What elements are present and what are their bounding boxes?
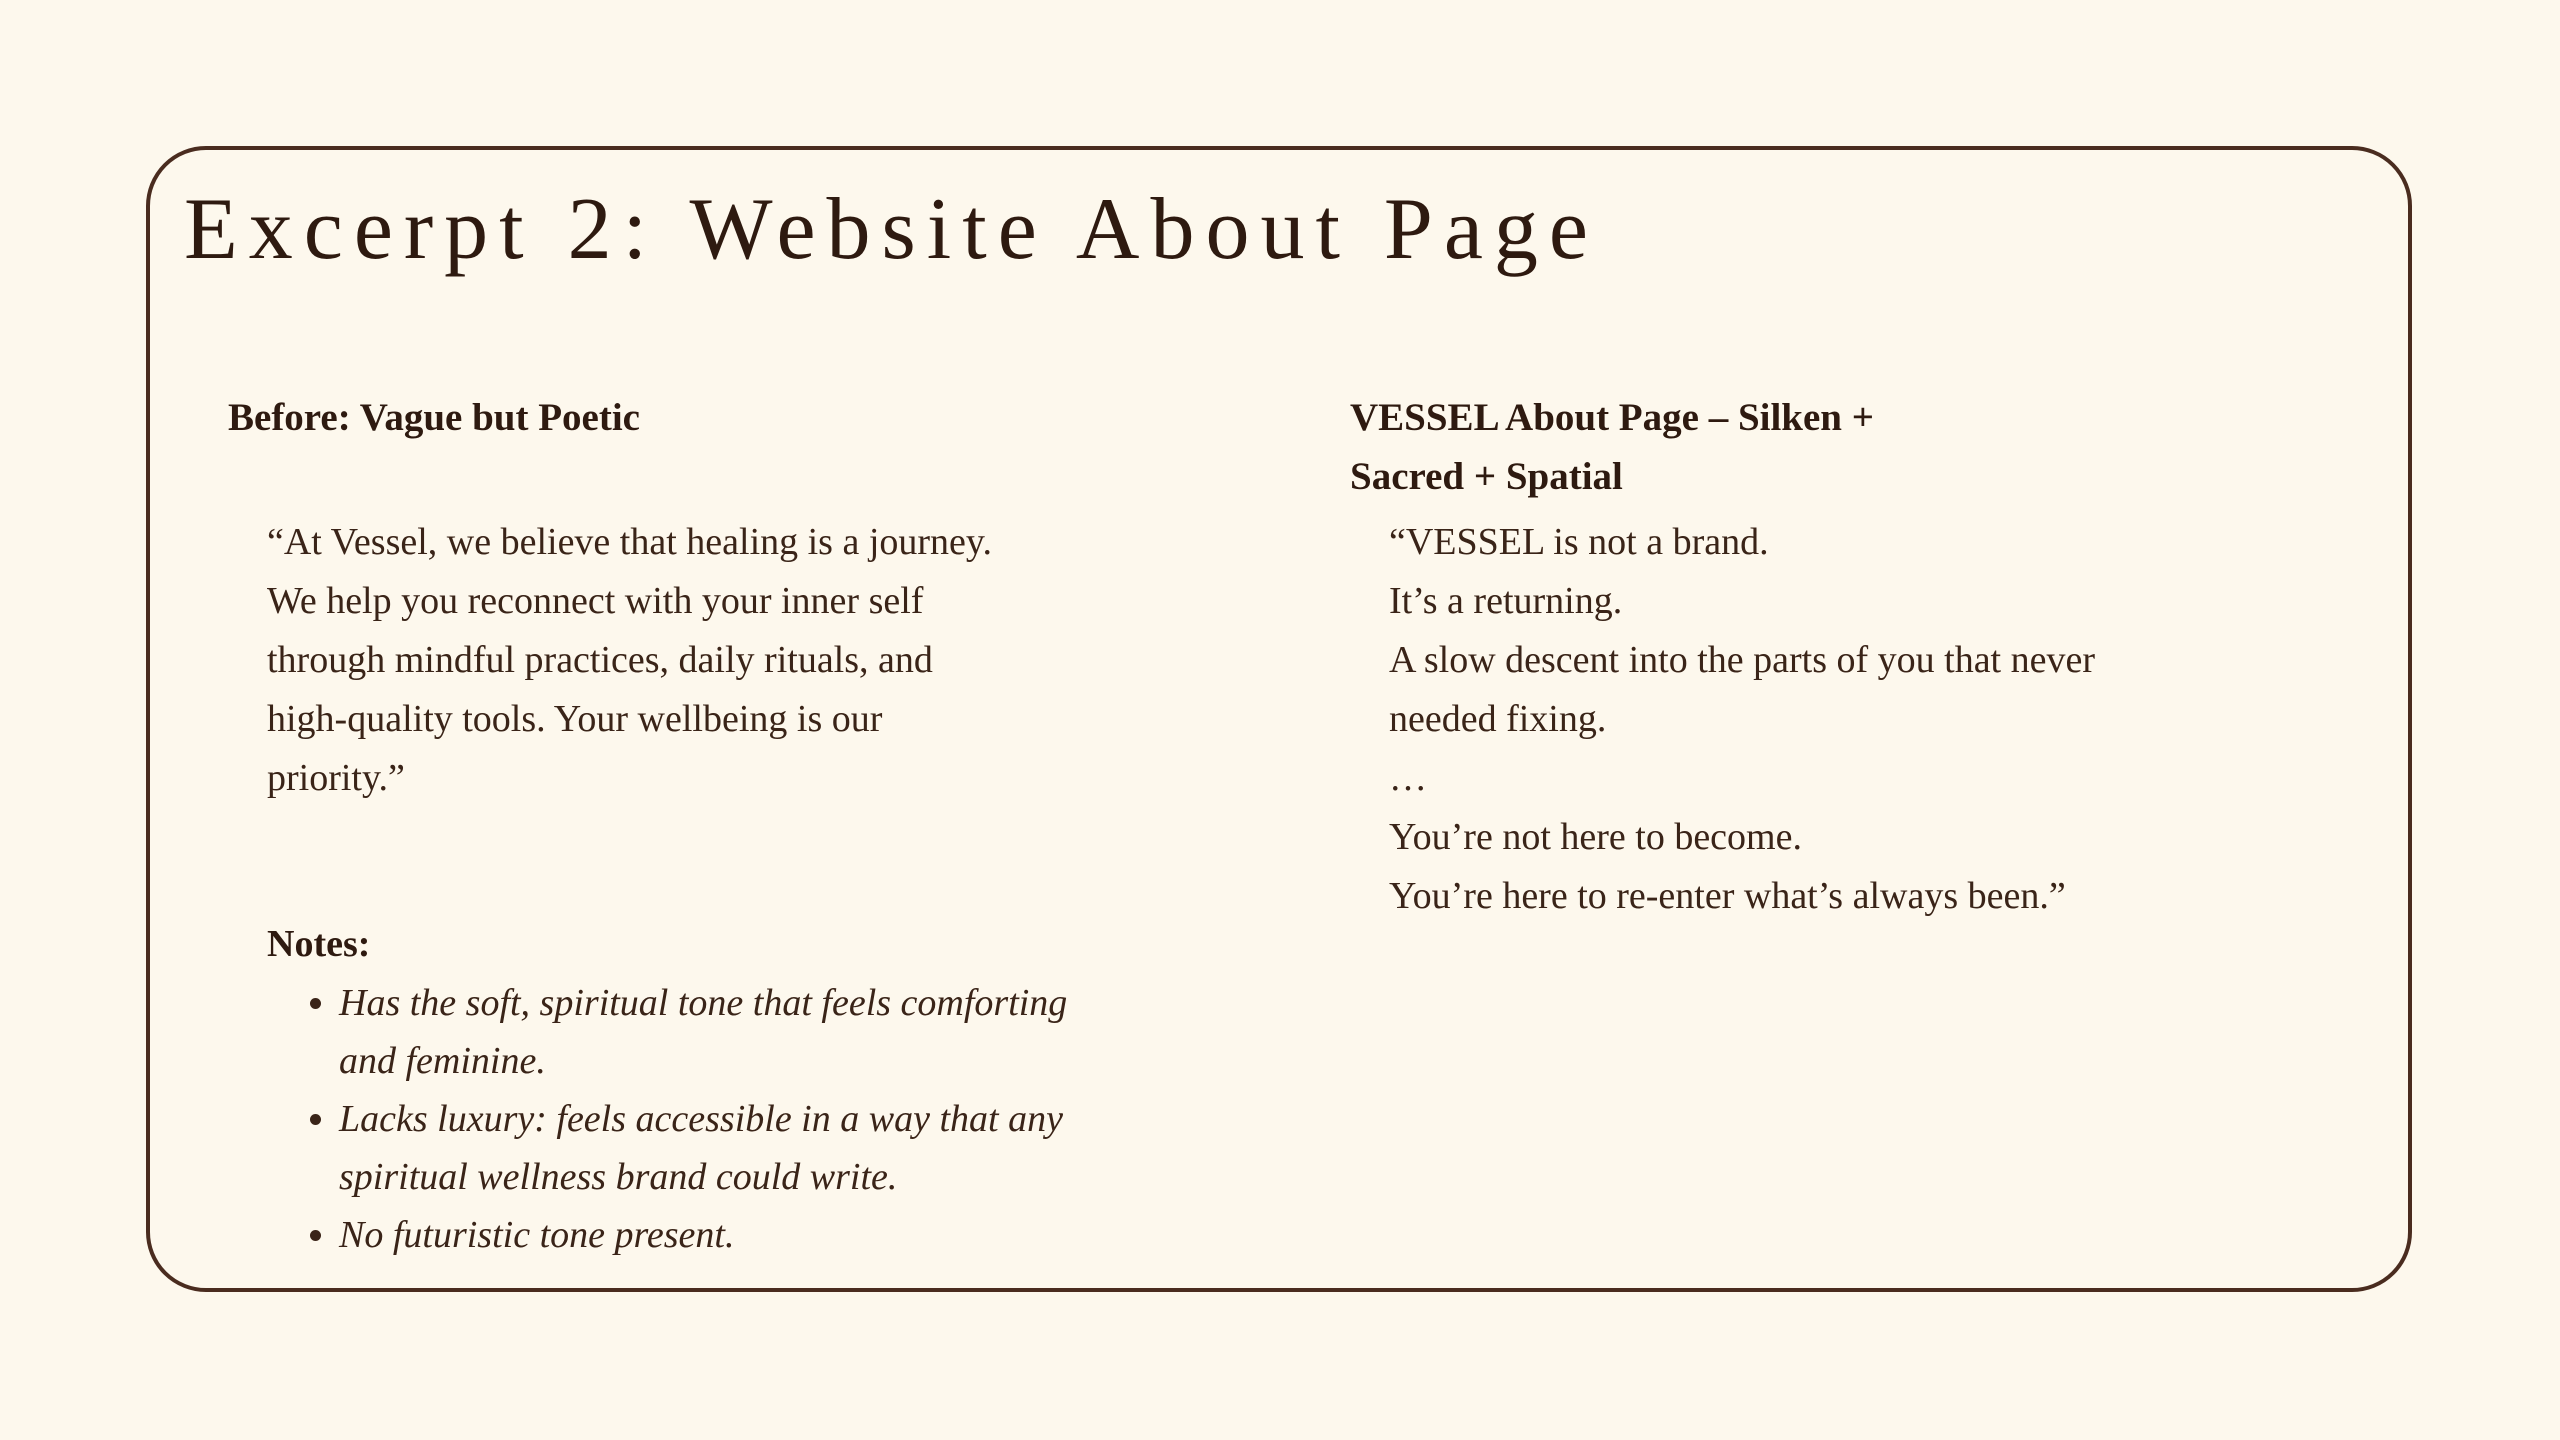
- quote-line: high-quality tools. Your wellbeing is our: [267, 698, 883, 740]
- quote-line: “At Vessel, we believe that healing is a journey.: [267, 521, 992, 563]
- after-quote: [1389, 513, 2269, 926]
- quote-line: It’s a returning.: [1389, 580, 1623, 622]
- after-heading: VESSEL About Page – Silken + Sacred + Spatial: [1350, 396, 1874, 498]
- notes-label: Notes:: [267, 923, 371, 965]
- quote-line: A slow descent into the parts of you that never: [1389, 639, 2096, 681]
- quote-line: You’re not here to become.: [1389, 816, 1802, 858]
- note-item: • Lacks luxury: feels accessible in a way that any spiritual wellness brand could write.: [339, 1090, 1087, 1206]
- note-item: • No futuristic tone present.: [339, 1206, 1087, 1264]
- quote-line: needed fixing.: [1389, 698, 1607, 740]
- quote-line: You’re here to re-enter what’s always been.”: [1389, 875, 2066, 917]
- notes-list: [267, 974, 1087, 1264]
- quote-line: through mindful practices, daily rituals, and: [267, 639, 933, 681]
- quote-line: priority.”: [267, 757, 405, 799]
- quote-line: “VESSEL is not a brand.: [1389, 521, 1769, 563]
- before-quote: [267, 513, 1087, 808]
- before-heading: Before: Vague but Poetic: [228, 396, 640, 439]
- slide-title: Excerpt 2: Website About Page: [184, 181, 1599, 278]
- note-item: • Has the soft, spiritual tone that feels comforting and feminine.: [339, 974, 1087, 1090]
- quote-line: We help you reconnect with your inner self: [267, 580, 924, 622]
- quote-line: …: [1389, 757, 1427, 799]
